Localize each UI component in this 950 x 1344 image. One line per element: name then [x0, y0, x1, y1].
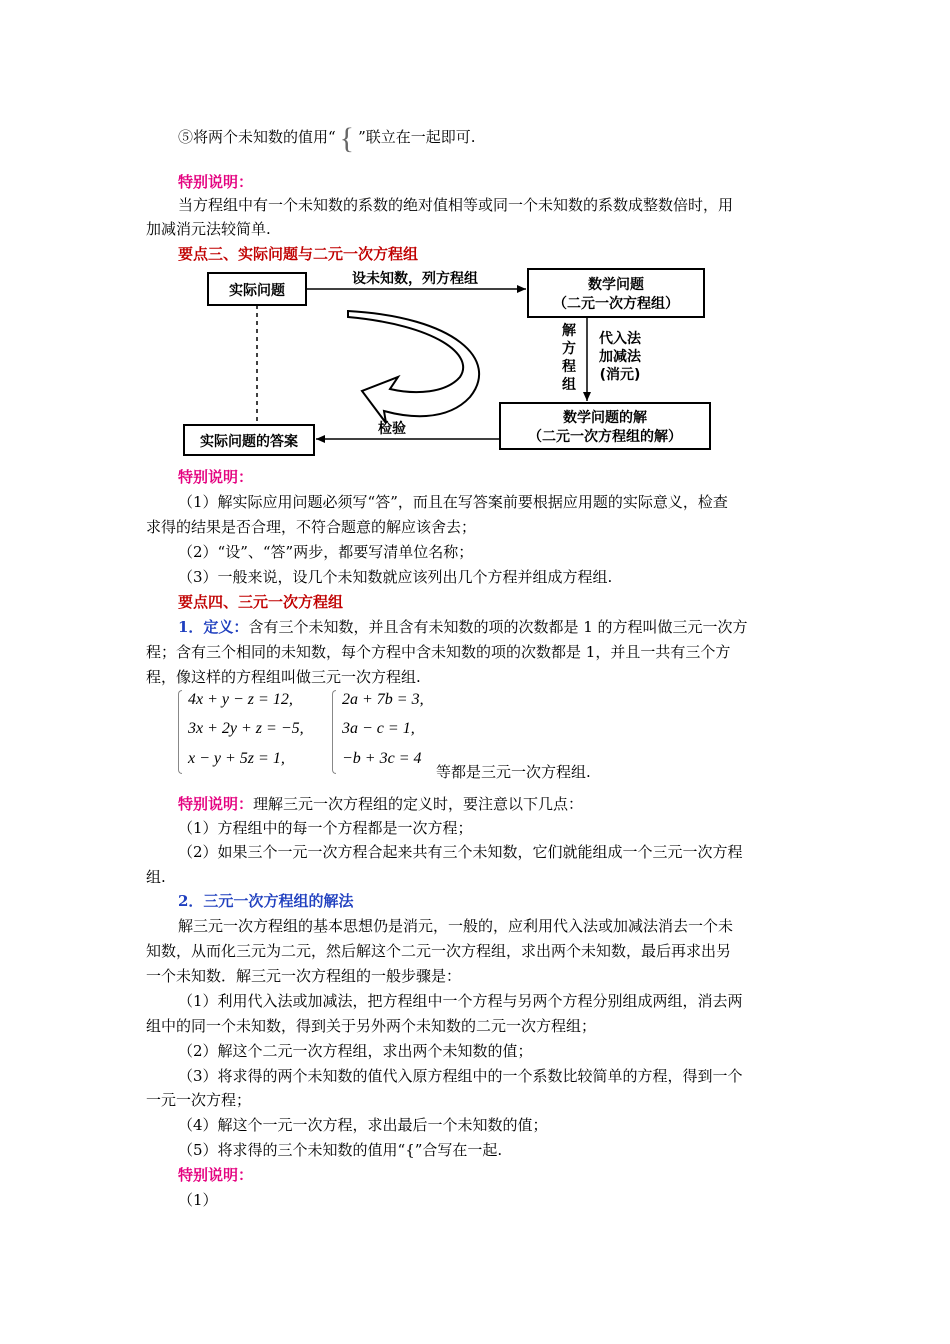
note-3-title: 特别说明：: [178, 795, 254, 813]
flow-diagram: [170, 265, 730, 460]
step-5-before: ⑤将两个未知数的值用“: [178, 128, 336, 146]
method-p2: 知数，从而化三元为二元，然后解这个二元一次方程组，求出两个未知数，最后再求出另: [146, 942, 732, 960]
method-label: 2．三元一次方程组的解法: [178, 892, 354, 910]
definition-text-1: 含有三个未知数，并且含有未知数的项的次数都是 1 的方程叫做三元一次方: [248, 618, 748, 636]
method-step-4: （4）解这个一元一次方程，求出最后一个未知数的值；: [178, 1116, 548, 1134]
section-4-title: 要点四、三元一次方程组: [178, 593, 344, 611]
examples-suffix: 等都是三元一次方程组.: [436, 763, 591, 781]
note-2-item-2: （2）“设”、“答”两步，都要写清单位名称；: [178, 543, 474, 561]
method-label-1: 代入法: [599, 331, 641, 347]
note-3-item-1: （1）方程组中的每一个方程都是一次方程；: [178, 819, 473, 837]
solve-char-4: 组: [562, 377, 576, 393]
math-problem-sub: （二元一次方程组）: [553, 296, 679, 312]
method-step-1b: 组中的同一个未知数，得到关于另外两个未知数的二元一次方程组；: [146, 1017, 597, 1035]
brace-symbol: {: [339, 122, 355, 155]
definition-line-2: 程；含有三个相同的未知数，每个方程中含未知数的项的次数都是 1，并且一共有三个方: [146, 643, 731, 661]
method-step-5: （5）将求得的三个未知数的值用“{”合写在一起.: [178, 1141, 503, 1159]
system-1-eq-2: 3x + 2y + z = −5,: [188, 720, 304, 737]
system-2-eq-1: 2a + 7b = 3,: [342, 691, 424, 708]
solve-char-3: 程: [562, 359, 576, 375]
method-step-3a: （3）将求得的两个未知数的值代入原方程组中的一个系数比较简单的方程，得到一个: [178, 1067, 743, 1085]
definition-line-3: 程，像这样的方程组叫做三元一次方程组.: [146, 668, 421, 686]
note-4-item-1: （1）: [178, 1191, 218, 1209]
step-5-after: ”联立在一起即可.: [358, 128, 476, 146]
system-1-eq-3: x − y + 5z = 1,: [188, 750, 285, 767]
note-4-title: 特别说明：: [178, 1166, 254, 1184]
system-1-eq-1: 4x + y − z = 12,: [188, 691, 293, 708]
note-2-item-3: （3）一般来说，设几个未知数就应该列出几个方程并组成方程组.: [178, 568, 613, 586]
step-5-line: [178, 122, 476, 155]
note-2-item-1a: （1）解实际应用问题必须写“答”，而且在写答案前要根据应用题的实际意义，检查: [178, 493, 728, 511]
real-problem-label: 实际问题: [229, 283, 285, 299]
method-p3: 一个未知数．解三元一次方程组的一般步骤是：: [146, 967, 462, 985]
note-1-line-1: 当方程组中有一个未知数的系数的绝对值相等或同一个未知数的系数成整数倍时，用: [178, 196, 734, 214]
definition-line-1: [178, 617, 748, 637]
note-1-title: 特别说明：: [178, 173, 254, 191]
note-3-text: 理解三元一次方程组的定义时，要注意以下几点：: [253, 795, 584, 813]
arrow-top-label: 设未知数，列方程组: [352, 271, 478, 287]
note-3-item-2b: 组.: [146, 868, 166, 886]
method-p1: 解三元一次方程组的基本思想仍是消元，一般的，应利用代入法或加减法消去一个未: [178, 917, 734, 935]
note-3-line: [178, 794, 583, 814]
section-3-title: 要点三、实际问题与二元一次方程组: [178, 245, 419, 263]
method-label-2: 加减法: [599, 349, 641, 365]
feedback-curve-arrow: [348, 311, 479, 423]
definition-label: 1．定义：: [178, 618, 249, 636]
solve-char-2: 方: [562, 341, 576, 357]
math-solution-label: 数学问题的解: [563, 410, 647, 426]
system-1-brace: [178, 690, 182, 774]
note-2-item-1b: 求得的结果是否合理，不符合题意的解应该舍去；: [146, 518, 477, 536]
note-1-line-2: 加减消元法较简单.: [146, 220, 271, 238]
math-problem-label: 数学问题: [588, 277, 644, 293]
method-label-3: (消元): [599, 367, 641, 383]
system-2-eq-2: 3a − c = 1,: [342, 720, 415, 737]
note-2-title: 特别说明：: [178, 468, 254, 486]
math-solution-sub: （二元一次方程组的解）: [528, 429, 682, 445]
solve-char-1: 解: [562, 323, 576, 339]
system-2-eq-3: −b + 3c = 4: [342, 750, 422, 767]
method-step-1a: （1）利用代入法或加减法，把方程组中一个方程与另两个方程分别组成两组，消去两: [178, 992, 743, 1010]
method-step-3b: 一元一次方程；: [146, 1091, 252, 1109]
check-label: 检验: [378, 421, 406, 437]
method-step-2: （2）解这个二元一次方程组，求出两个未知数的值；: [178, 1042, 533, 1060]
note-3-item-2a: （2）如果三个一元一次方程合起来共有三个未知数，它们就能组成一个三元一次方程: [178, 843, 743, 861]
real-answer-label: 实际问题的答案: [200, 434, 298, 450]
system-2-brace: [332, 690, 336, 774]
